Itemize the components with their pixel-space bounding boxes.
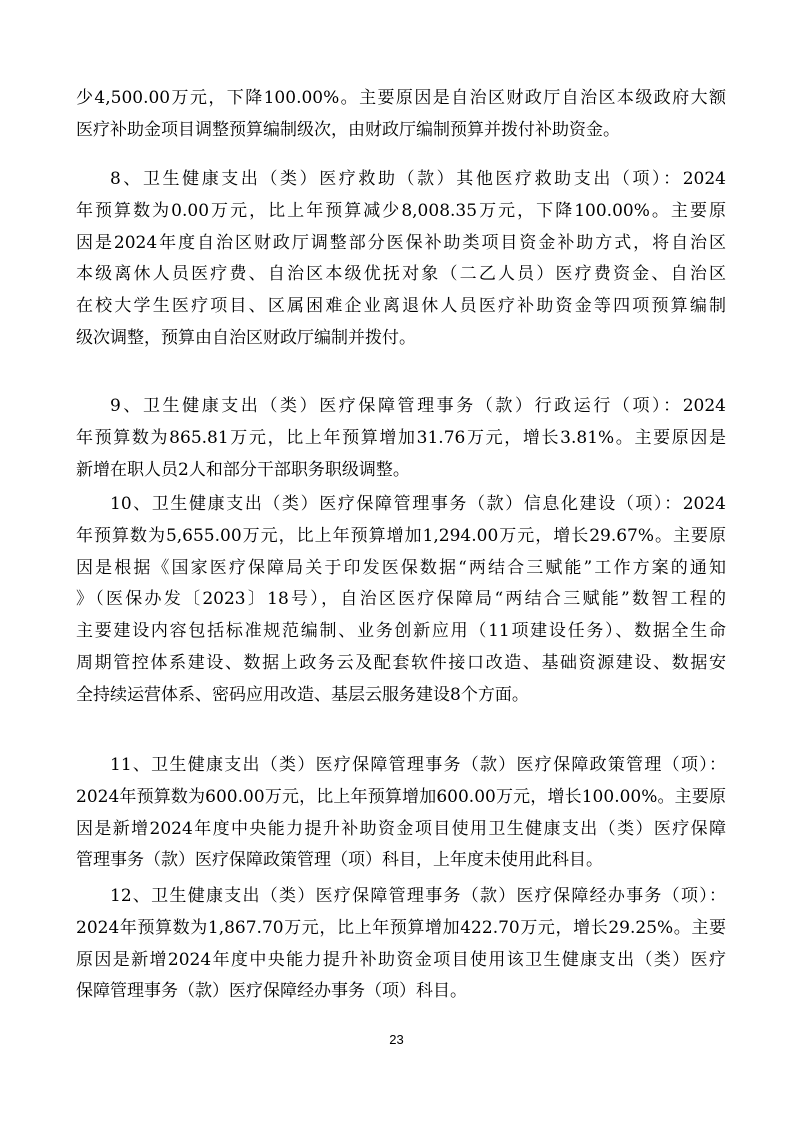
text-line: 年预算数为0.00万元，比上年预算减少8,008.35万元，下降100.00%。主要原 <box>76 200 726 221</box>
paragraph-p8 <box>76 164 726 355</box>
page-number: 23 <box>389 1032 404 1047</box>
paragraph-p10 <box>76 489 726 712</box>
text-line: 年预算数为5,655.00万元，比上年预算增加1,294.00万元，增长29.67%。主要原 <box>76 525 726 546</box>
text-line: 保障管理事务（款）医疗保障经办事务（项）科目。 <box>76 981 467 1002</box>
text-line: 本级离休人员医疗费、自治区本级优抚对象（二乙人员）医疗费资金、自治区 <box>76 264 726 285</box>
paragraph-p-cont <box>76 83 726 147</box>
text-line: 新增在职人员2人和部分干部职务职级调整。 <box>76 459 410 480</box>
paragraph-p12 <box>76 881 726 1008</box>
text-line: 因是根据《国家医疗保障局关于印发医保数据“两结合三赋能”工作方案的通知 <box>76 557 726 578</box>
text-line: 主要建设内容包括标准规范编制、业务创新应用（11项建设任务）、数据全生命 <box>76 621 726 642</box>
text-line: 》（医保办发〔2023〕18号），自治区医疗保障局“两结合三赋能”数智工程的 <box>76 589 726 610</box>
text-line: 原因是新增2024年度中央能力提升补助资金项目使用该卫生健康支出（类）医疗 <box>76 949 726 970</box>
text-line: 年预算数为865.81万元，比上年预算增加31.76万元，增长3.81%。主要原因是 <box>76 427 726 448</box>
text-line: 2024年预算数为1,867.70万元，比上年预算增加422.70万元，增长29.25%。主要 <box>76 917 726 938</box>
paragraph-p9 <box>76 391 726 486</box>
text-line: 全持续运营体系、密码应用改造、基层云服务建设8个方面。 <box>76 684 529 705</box>
paragraph-p11 <box>76 750 726 877</box>
text-line: 周期管控体系建设、数据上政务云及配套软件接口改造、基础资源建设、数据安 <box>76 652 726 673</box>
text-line: 10、卫生健康支出（类）医疗保障管理事务（款）信息化建设（项）：2024 <box>110 494 726 514</box>
text-line: 8、卫生健康支出（类）医疗救助（款）其他医疗救助支出（项）：2024 <box>110 169 726 189</box>
text-line: 9、卫生健康支出（类）医疗保障管理事务（款）行政运行（项）：2024 <box>110 396 726 416</box>
text-line: 级次调整，预算由自治区财政厅编制并拨付。 <box>76 327 416 348</box>
text-line: 在校大学生医疗项目、区属困难企业离退休人员医疗补助资金等四项预算编制 <box>76 296 726 317</box>
text-line: 因是新增2024年度中央能力提升补助资金项目使用卫生健康支出（类）医疗保障 <box>76 818 726 839</box>
text-line: 管理事务（款）医疗保障政策管理（项）科目，上年度未使用此科目。 <box>76 850 603 871</box>
text-line: 少4,500.00万元，下降100.00%。主要原因是自治区财政厅自治区本级政府大额 <box>76 88 726 108</box>
text-line: 11、卫生健康支出（类）医疗保障管理事务（款）医疗保障政策管理（项）： <box>110 755 726 775</box>
text-line: 12、卫生健康支出（类）医疗保障管理事务（款）医疗保障经办事务（项）： <box>110 886 726 906</box>
text-line: 因是2024年度自治区财政厅调整部分医保补助类项目资金补助方式，将自治区 <box>76 232 726 253</box>
text-line: 医疗补助金项目调整预算编制级次，由财政厅编制预算并拨付补助资金。 <box>76 119 620 140</box>
text-line: 2024年预算数为600.00万元，比上年预算增加600.00万元，增长100.00%。主要原 <box>76 786 726 807</box>
